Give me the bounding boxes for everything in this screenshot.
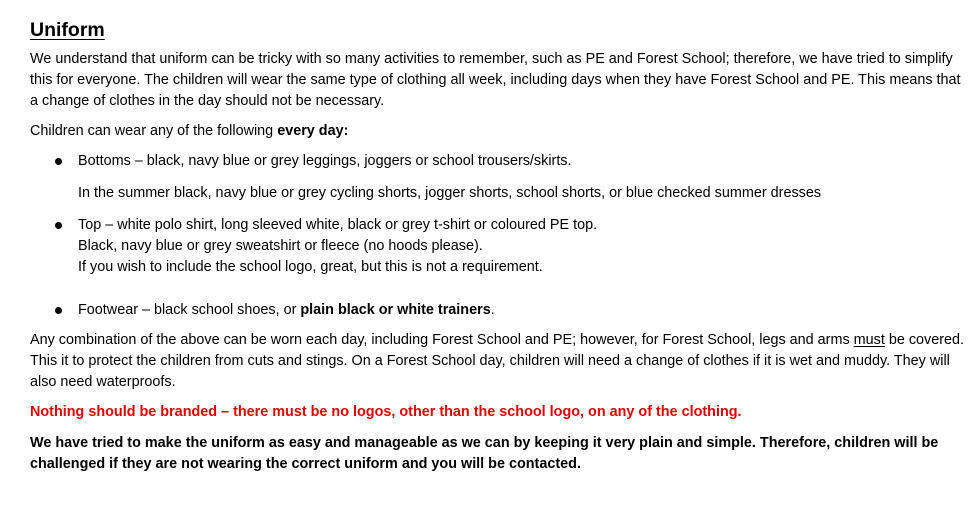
top-line-2: Black, navy blue or grey sweatshirt or fleece (no hoods please). [78,238,483,254]
every-day-paragraph [30,121,965,142]
every-day-bold: every day: [277,123,349,139]
top-line-1: Top – white polo shirt, long sleeved white, black or grey t-shirt or coloured PE top. [78,217,598,233]
bullet-icon [55,158,62,165]
combination-underlined: must [853,332,885,348]
list-item-bottoms [30,151,965,172]
list-item-footwear [30,300,965,321]
bottoms-text: Bottoms – black, navy blue or grey leggings, joggers or school trousers/skirts. [78,153,572,169]
footwear-bold: plain black or white trainers [300,302,491,318]
footwear-prefix: Footwear – black school shoes, or [78,302,301,318]
page-title: Uniform [30,19,105,41]
branding-warning: Nothing should be branded – there must be no logos, other than the school logo, on any of the clothing. [30,404,742,420]
document-page [30,17,965,475]
list-item-top [30,215,965,278]
top-line-3: If you wish to include the school logo, great, but this is not a requirement. [78,259,543,275]
every-day-prefix: Children can wear any of the following [30,123,278,139]
bullet-icon [55,222,62,229]
footwear-suffix: . [490,302,495,318]
combination-after: be covered. This it to protect the children from cuts and stings. On a Forest School day, children will need a change of clothes if it is wet and muddy. They will also need waterproofs. [30,332,965,390]
list-item-summer-note [30,183,965,204]
intro-paragraph: We understand that uniform can be tricky with so many activities to remember, such as PE and Forest School; therefore, we have tried to simplify this for everyone. The children will wear the same type of clothing all week, including days when they have Forest School and PE. This means that a change of clothes in the day should not be necessary. [30,51,961,109]
combination-before: Any combination of the above can be worn each day, including Forest School and PE; however, for Forest School, legs and arms [30,332,854,348]
clothing-list [30,151,965,321]
final-paragraph: We have tried to make the uniform as easy and manageable as we can by keeping it very plain and simple. Therefore, children will be challenged if they are not wearing the correct uniform and you will be contacted. [30,435,939,472]
bullet-icon [55,307,62,314]
combination-paragraph [30,330,965,393]
summer-text: In the summer black, navy blue or grey cycling shorts, jogger shorts, school shorts, or blue checked summer dresses [78,185,822,201]
